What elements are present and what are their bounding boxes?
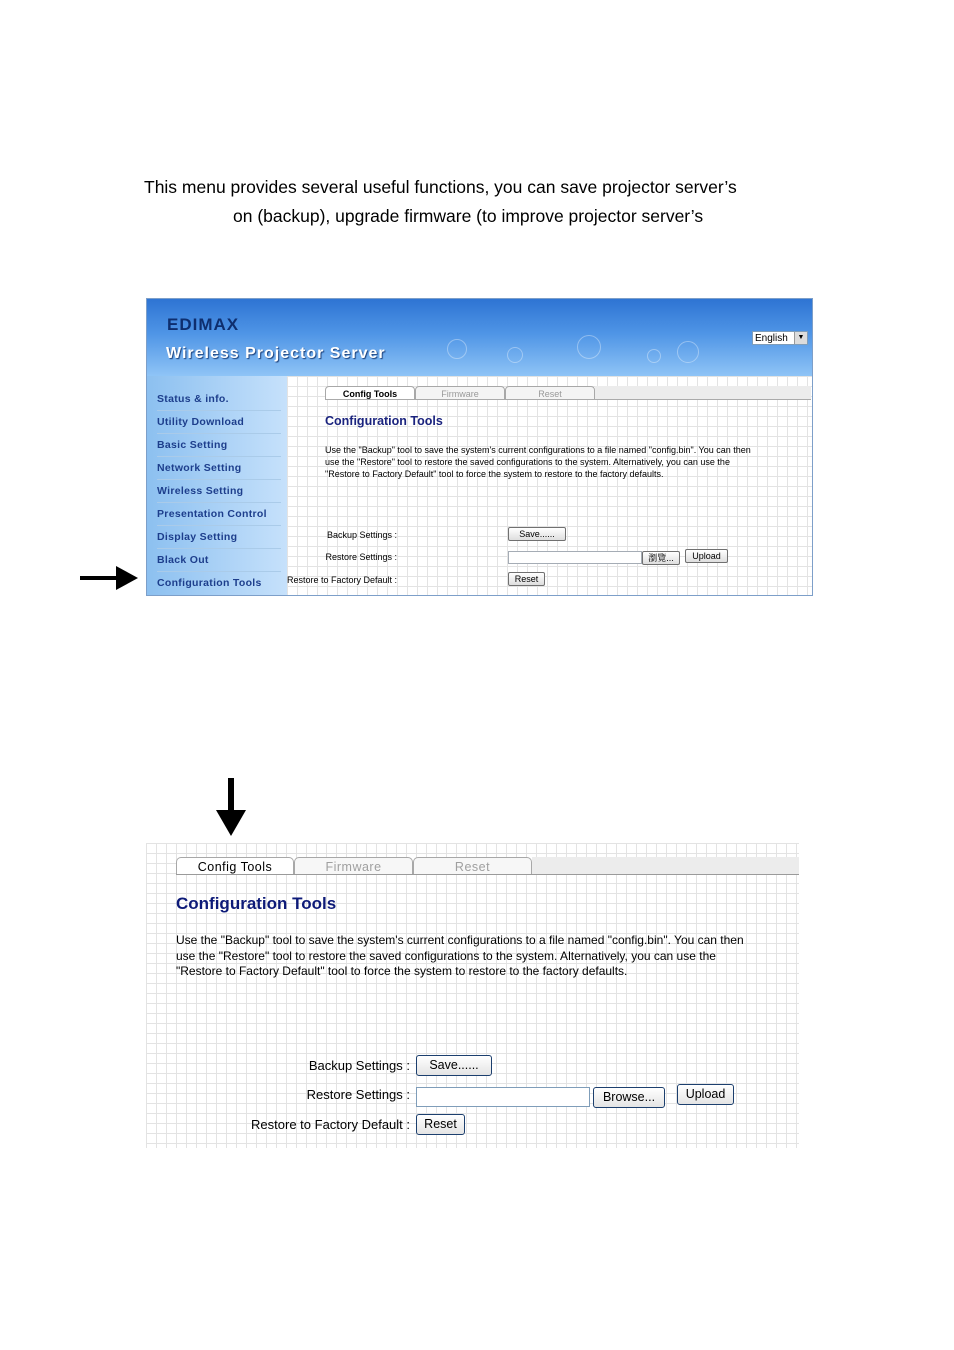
tab-bar-filler	[532, 857, 799, 874]
sidebar-item-presentation-control[interactable]: Presentation Control	[157, 503, 281, 526]
save-button[interactable]: Save......	[508, 527, 566, 541]
sidebar-item-black-out[interactable]: Black Out	[157, 549, 281, 572]
restore-settings-label: Restore Settings :	[306, 1087, 410, 1102]
sidebar-item-utility-download[interactable]: Utility Download	[157, 411, 281, 434]
reset-button[interactable]: Reset	[508, 572, 545, 586]
restore-file-input[interactable]	[508, 551, 642, 564]
language-select[interactable]	[752, 331, 808, 345]
tab-firmware[interactable]: Firmware	[294, 857, 413, 875]
page-description: Use the "Backup" tool to save the system's current configurations to a file named "config.bin". You can then use the "Restore" tool to restore the saved configurations to the system. Alternatively, you can use the "Restore to Factory Default" tool to force the system to restore to the factory defaults.	[176, 933, 744, 978]
backup-settings-label: Backup Settings :	[308, 1058, 410, 1073]
brand-logo: EDIMAX	[167, 315, 240, 334]
arrow-down-icon	[216, 778, 246, 836]
upload-button[interactable]: Upload	[685, 549, 728, 563]
factory-default-label: Restore to Factory Default :	[251, 1117, 410, 1132]
restore-settings-label: Restore Settings :	[325, 552, 397, 562]
header-banner	[147, 299, 812, 376]
save-button[interactable]: Save......	[416, 1055, 492, 1076]
factory-default-label: Restore to Factory Default :	[286, 575, 397, 585]
sidebar-item-status[interactable]: Status & info.	[157, 388, 281, 411]
app-title: Wireless Projector Server	[166, 345, 386, 362]
tab-bar-filler	[595, 386, 811, 399]
arrow-right-icon	[80, 566, 138, 590]
tab-underline	[325, 399, 811, 400]
tab-underline	[176, 874, 799, 875]
screenshot-zoomed-config	[146, 843, 799, 1148]
intro-line-1: This menu provides several useful functions, you can save projector server’s	[144, 177, 737, 197]
chevron-down-icon[interactable]: ▼	[794, 332, 807, 344]
sidebar-item-basic-setting[interactable]: Basic Setting	[157, 434, 281, 457]
page-title: Configuration Tools	[176, 894, 337, 913]
tab-firmware[interactable]: Firmware	[415, 386, 505, 400]
reset-button[interactable]: Reset	[416, 1114, 465, 1135]
sidebar-item-display-setting[interactable]: Display Setting	[157, 526, 281, 549]
restore-file-input[interactable]	[416, 1087, 590, 1107]
backup-settings-label: Backup Settings :	[326, 530, 397, 540]
tab-reset[interactable]: Reset	[413, 857, 532, 875]
tab-config-tools[interactable]: Config Tools	[176, 857, 294, 875]
intro-line-2: on (backup), upgrade firmware (to improve projector server’s	[233, 206, 704, 226]
sidebar-item-configuration-tools[interactable]: Configuration Tools	[157, 577, 262, 589]
screenshot-web-ui	[146, 298, 813, 596]
browse-button[interactable]: 瀏覽...	[642, 551, 680, 565]
sidebar	[147, 376, 287, 596]
tab-config-tools[interactable]: Config Tools	[325, 386, 415, 400]
language-selected-value: English	[755, 333, 788, 344]
sidebar-item-network-setting[interactable]: Network Setting	[157, 457, 281, 480]
main-content	[287, 376, 812, 596]
browse-button[interactable]: Browse...	[593, 1087, 665, 1108]
sidebar-item-wireless-setting[interactable]: Wireless Setting	[157, 480, 281, 503]
page-description: Use the "Backup" tool to save the system's current configurations to a file named "config.bin". You can then use the "Restore" tool to restore the saved configurations to the system. Alternatively, you can use the "Restore to Factory Default" tool to force the system to restore to the factory defaults.	[325, 445, 751, 479]
page-title: Configuration Tools	[325, 414, 443, 428]
upload-button[interactable]: Upload	[677, 1084, 734, 1105]
tab-reset[interactable]: Reset	[505, 386, 595, 400]
